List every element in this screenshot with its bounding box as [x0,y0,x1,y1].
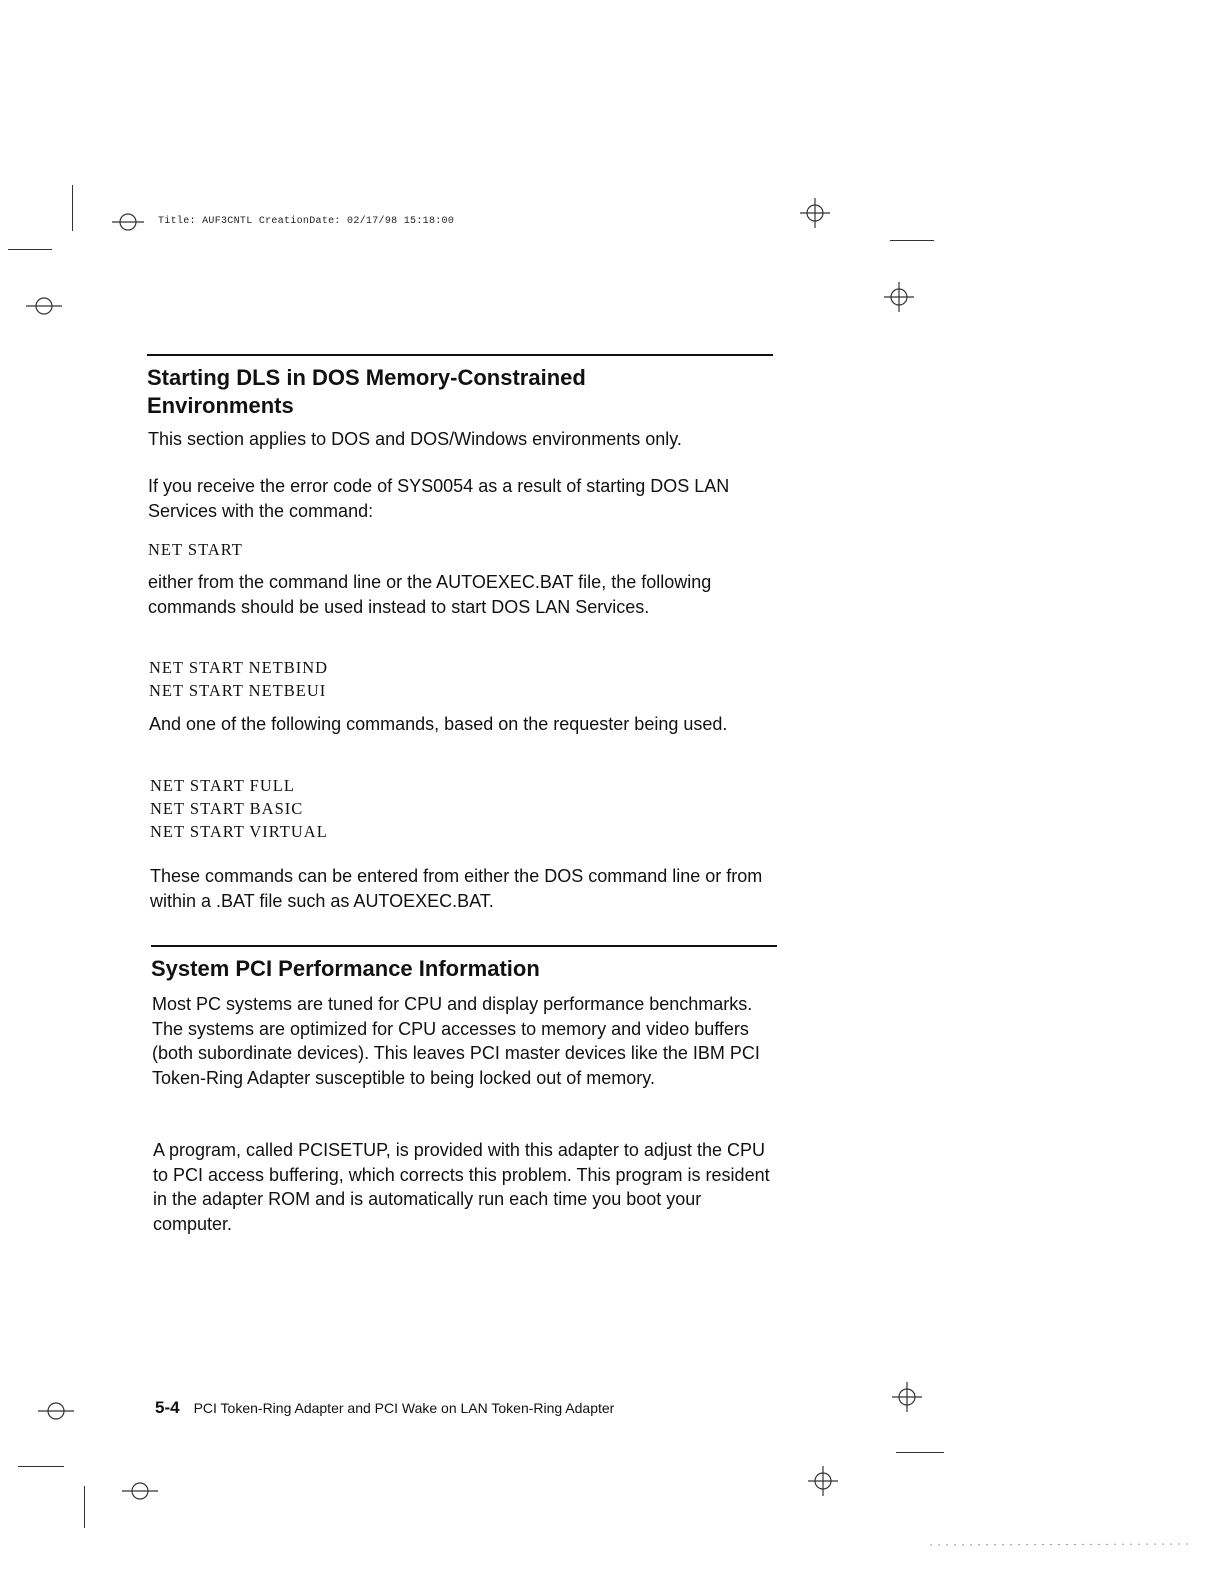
code-line: NET START FULL [150,776,295,795]
code-line: NET START NETBEUI [149,681,327,700]
section-rule [151,945,777,947]
scan-noise-dots [930,1540,1190,1548]
crop-mark-vertical [84,1486,85,1528]
paragraph: A program, called PCISETUP, is provided with this adapter to adjust the CPU to PCI access buffering, which corrects this problem. This program is resident in the adapter ROM and is automatically run each time you boot your computer. [153,1140,770,1234]
crosshair-icon [798,196,832,230]
section-heading-line: Starting DLS in DOS Memory-Constrained [147,365,586,390]
registration-mark-icon [24,295,64,317]
code-block [149,656,328,702]
code-line: NET START BASIC [150,799,304,818]
running-title: PCI Token-Ring Adapter and PCI Wake on LAN Token-Ring Adapter [193,1400,615,1416]
code-line: NET START [148,540,243,559]
page-footer [155,1398,614,1418]
crosshair-icon [890,1380,924,1414]
registration-mark-icon [120,1480,160,1502]
crop-mark-horizontal [896,1452,944,1453]
code-line: NET START NETBIND [149,658,329,677]
paragraph: If you receive the error code of SYS0054 as a result of starting DOS LAN Services with the command: [148,476,730,521]
crop-mark-horizontal [890,240,934,241]
section-heading [147,364,586,420]
paragraph: And one of the following commands, based on the requester being used. [149,714,728,734]
crop-mark-horizontal [18,1466,64,1467]
crosshair-icon [882,280,916,314]
code-block [148,538,243,561]
crosshair-icon [806,1464,840,1498]
code-block [150,774,328,843]
section-heading-line: Environments [147,393,294,418]
paragraph: These commands can be entered from either the DOS command line or from within a .BAT file such as AUTOEXEC.BAT. [150,866,763,911]
registration-mark-icon [36,1400,76,1422]
code-line: NET START VIRTUAL [150,822,328,841]
section-rule [147,354,773,356]
paragraph: Most PC systems are tuned for CPU and display performance benchmarks. The systems are optimized for CPU accesses to memory and video buffers (both subordinate devices). This leaves PCI master devices like the IBM PCI Token-Ring Adapter susceptible to being locked out of memory. [152,994,760,1088]
document-header-title: Title: AUF3CNTL CreationDate: 02/17/98 15:18:00 [158,216,455,227]
paragraph: This section applies to DOS and DOS/Windows environments only. [148,429,682,449]
section-heading: System PCI Performance Information [151,956,540,981]
paragraph: either from the command line or the AUTOEXEC.BAT file, the following commands should be used instead to start DOS LAN Services. [148,572,712,617]
registration-mark-icon [110,212,146,232]
crop-mark-horizontal [8,249,52,250]
page-number: 5-4 [155,1398,180,1417]
crop-mark-vertical [72,185,73,231]
